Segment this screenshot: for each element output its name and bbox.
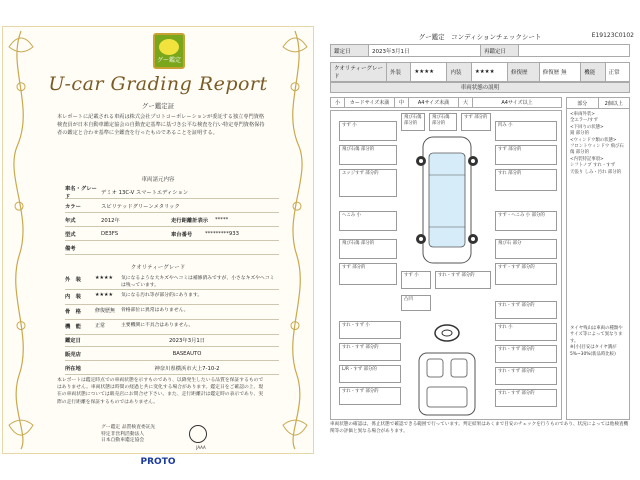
jaaa-text: JAAA: [196, 445, 206, 450]
issue-dealer-row: [65, 347, 279, 361]
damage-box: へこみ 小: [339, 211, 397, 231]
note-line: タイヤ残山は車両の種類やサイズ等によって異なります。: [570, 326, 623, 344]
damage-box: 飛び石傷 部分的: [401, 113, 425, 131]
damage-box: すず 部分的: [495, 145, 557, 165]
notes-body: [567, 109, 629, 361]
redate-label: 再鑑定日: [481, 45, 519, 57]
size-medium-desc: A4サイズ未満: [409, 98, 459, 107]
sheet-grade-table: [330, 62, 630, 82]
size-medium-label: 中: [395, 98, 409, 107]
exterior-label: 外装: [387, 63, 411, 82]
quality-stars: 修復歴無: [95, 308, 116, 314]
function-value: 正常: [605, 63, 629, 82]
note-line: <車両外装>: [570, 112, 595, 117]
damage-box: すれ・すず 小: [339, 321, 401, 339]
damage-box: すず 小: [401, 271, 431, 289]
quality-desc: 気になる汚れ等が部分的にあります。: [121, 293, 203, 298]
vehicle-model-label: 型式: [65, 231, 76, 238]
vehicle-color-row: [65, 199, 279, 213]
vehicle-name-label: 車名・グレード: [65, 185, 97, 200]
note-line: シフトノブ すれ・すず: [570, 163, 616, 169]
vehicle-color-label: カラー: [65, 203, 81, 210]
car-interior-icon: [409, 349, 485, 419]
quality-table: [65, 273, 279, 335]
vehicle-year-label: 年式: [65, 217, 76, 224]
exterior-stars: ★★★★: [411, 63, 447, 82]
vehicle-mileage-label: 走行距離計表示: [171, 217, 209, 224]
size-large-label: 大: [459, 98, 473, 107]
note-line: フロントウィンドウ 飛び石傷 部分的: [570, 144, 624, 156]
size-legend: [330, 97, 562, 108]
note-line: <下回りの状態>: [570, 124, 604, 130]
notes-panel: [566, 97, 630, 420]
issuer-line: 特定非営利活動法人: [101, 431, 145, 437]
issue-date-value: 2023年3月1日: [168, 337, 206, 344]
note-line: 全エラー/すず: [570, 118, 598, 124]
damage-box: 凹み 小: [495, 121, 557, 141]
issue-address-row: [65, 361, 279, 375]
note-line: ※[小]目安はタイヤ溝が5%~30%(新品時比較): [570, 345, 617, 357]
damage-box: すれ・すず 部分的: [339, 343, 401, 361]
certificate-title: U-car Grading Report: [48, 73, 268, 95]
interior-stars: ★★★★: [471, 63, 507, 82]
quality-row: [65, 273, 279, 290]
issue-address-value: 神奈川県横浜市大上7-10-2: [154, 365, 220, 372]
damage-box: すず 部分的: [339, 263, 397, 285]
vehicle-color-value: スピリテッドグリーンメタリック: [101, 203, 180, 210]
date-value: 2023年3月1日: [369, 45, 481, 57]
damage-box: すず 小: [339, 121, 397, 141]
vehicle-year-value: 2012年: [101, 217, 120, 224]
damage-box: すず 部分的: [461, 113, 491, 131]
redate-value: [519, 45, 630, 57]
vehicle-section-title: 車両諸元内容: [141, 177, 175, 183]
quality-desc: 骨格部位に異常はありません。: [121, 308, 189, 313]
panel-head: 車両状態の説明: [330, 82, 630, 93]
vehicle-model-row: [65, 227, 279, 241]
issuer-block: [101, 425, 155, 445]
issue-table: [65, 333, 279, 375]
damage-box: 飛び石傷 部分的: [339, 145, 397, 165]
notes-head-part: 部分: [567, 98, 599, 108]
damage-box: すれ 小: [495, 323, 557, 341]
vehicle-table: [65, 185, 279, 255]
damage-box: すれ・すず 部分的: [495, 367, 557, 385]
vehicle-name-row: [65, 185, 279, 199]
vehicle-year-row: [65, 213, 279, 227]
damage-box: すれ・すず 部分的: [495, 345, 557, 363]
issue-date-row: [65, 333, 279, 347]
badge-text: グー鑑定: [156, 57, 181, 64]
damage-box: 飛び石傷 部分的: [429, 113, 457, 131]
note-line: 錆 部分的: [570, 131, 589, 137]
issuer-line: グー鑑定 品質検査委託先: [101, 425, 156, 430]
jaaa-logo-icon: [189, 425, 207, 443]
goo-kantei-badge-icon: [153, 33, 185, 69]
damage-box: すれ・すず 部分的: [339, 387, 401, 405]
vehicle-model-value: DE3FS: [101, 230, 119, 237]
size-small-desc: カードサイズ未満: [345, 98, 395, 107]
notes-head-count: 2個以上: [604, 100, 623, 107]
quality-stars: ★★★★: [95, 292, 113, 298]
grading-certificate: [2, 26, 314, 467]
repair-label: 修復歴: [507, 63, 539, 82]
damage-box: すず・すず 部分的: [495, 263, 557, 285]
vehicle-name-value: デミオ 13C-V スマートエディション: [101, 189, 189, 196]
quality-label: 内 装: [65, 294, 81, 300]
damage-box: すれ 部分的: [495, 169, 557, 191]
issue-dealer-value: BASEAUTO: [172, 350, 202, 357]
quality-stars: ★★★★: [95, 275, 113, 281]
quality-desc: 主要機関に不具合はありません。: [121, 323, 194, 328]
proto-logo: PROTO: [140, 457, 176, 467]
note-line: <ウィンドウ類の状態>: [570, 137, 617, 143]
issuer-line: 日本自動車鑑定協会: [101, 438, 145, 444]
function-label: 機能: [581, 63, 605, 82]
car-top-view-icon: [409, 131, 485, 269]
sheet-code: E19123C0102: [591, 32, 634, 39]
condition-check-sheet: [324, 26, 636, 454]
quality-label: 外 装: [65, 277, 81, 283]
quality-label: 機 能: [65, 324, 81, 330]
certificate-intro: 本レポートに記載される車両は株式会社プロトコーポレーションが委託する独立専門資格検査員が日本自動車鑑定協会の自動査定基準に基づき公平な検査を行い特定専門資格保持者の鑑定と合わせ基準に全鑑査を行ったものであることを証明する。: [57, 114, 265, 136]
certificate-disclaimer: 本レポートは鑑定時点での車両状態を示すものであり、以降発生したいる品質を保証するものではありません。車両状態は時間の経過と共に変化する場合があります。鑑定日をご確認の上、現在の車両状態については販売店にお問合せ下さい。また、走行距離計は鑑定時の表示であり、実際の走行距離を保証するものではありません。: [57, 378, 264, 405]
vehicle-mileage-value: *****: [215, 216, 229, 223]
damage-box: すれ・すず 部分的: [435, 271, 491, 289]
repair-value: 修復歴 無: [539, 63, 581, 82]
quality-row: [65, 305, 279, 320]
note-line: <内装特記事項>: [570, 156, 604, 162]
damage-box: すれ・すず 部分的: [495, 389, 557, 407]
vehicle-chassis-label: 車台番号: [171, 231, 193, 238]
size-small-label: 小: [331, 98, 345, 107]
grade-label: クオリティーグレード: [331, 63, 387, 82]
issue-dealer-label: 販売店: [65, 351, 81, 358]
interior-label: 内装: [447, 63, 471, 82]
sheet-title: グー鑑定 コンディションチェックシート: [418, 33, 542, 41]
damage-box: エッジすず 部分的: [339, 169, 397, 197]
issue-date-label: 鑑定日: [65, 337, 81, 344]
damage-box: 凸凹: [401, 295, 431, 311]
quality-stars: 正常: [95, 323, 106, 329]
vehicle-notes-label: 備考: [65, 245, 76, 252]
certificate-subtitle: グー鑑定証: [141, 102, 175, 110]
damage-box: 飛び石 部分: [495, 239, 557, 259]
sheet-date-table: [330, 44, 630, 57]
quality-row: [65, 290, 279, 305]
vehicle-notes-row: [65, 241, 279, 255]
damage-box: L/R・すず 部分的: [339, 365, 401, 383]
note-line: 天張り しみ・汚れ 部分的: [570, 169, 622, 175]
steering-wheel-icon: [433, 323, 461, 343]
damage-box: 飛び石傷 部分的: [339, 239, 397, 259]
sheet-footer: 車両状態の確認は、係止状態で確認できる範囲で行っています。判定結果はあくまで目安のチェックを行うものであり、状況によっては他検査機関等の評価と異なる場合があります。: [330, 422, 629, 434]
damage-box: すず・へこみ 小 部分的: [495, 211, 557, 231]
issue-address-label: 所在地: [65, 365, 81, 372]
quality-desc: 気になるような大キズやヘコミは補修済みですが、小さなキズやヘコミは残っています。: [121, 276, 275, 288]
quality-label: 骨 格: [65, 309, 81, 315]
size-large-desc: A4サイズ以上: [501, 100, 533, 106]
quality-section-title: クオリティーグレード: [130, 265, 186, 271]
vehicle-chassis-value: *********933: [205, 230, 239, 237]
notes-head: [567, 98, 629, 109]
date-label: 鑑定日: [331, 45, 369, 57]
damage-box: すれ・すず 部分的: [495, 301, 557, 319]
damage-diagram: [330, 110, 562, 420]
